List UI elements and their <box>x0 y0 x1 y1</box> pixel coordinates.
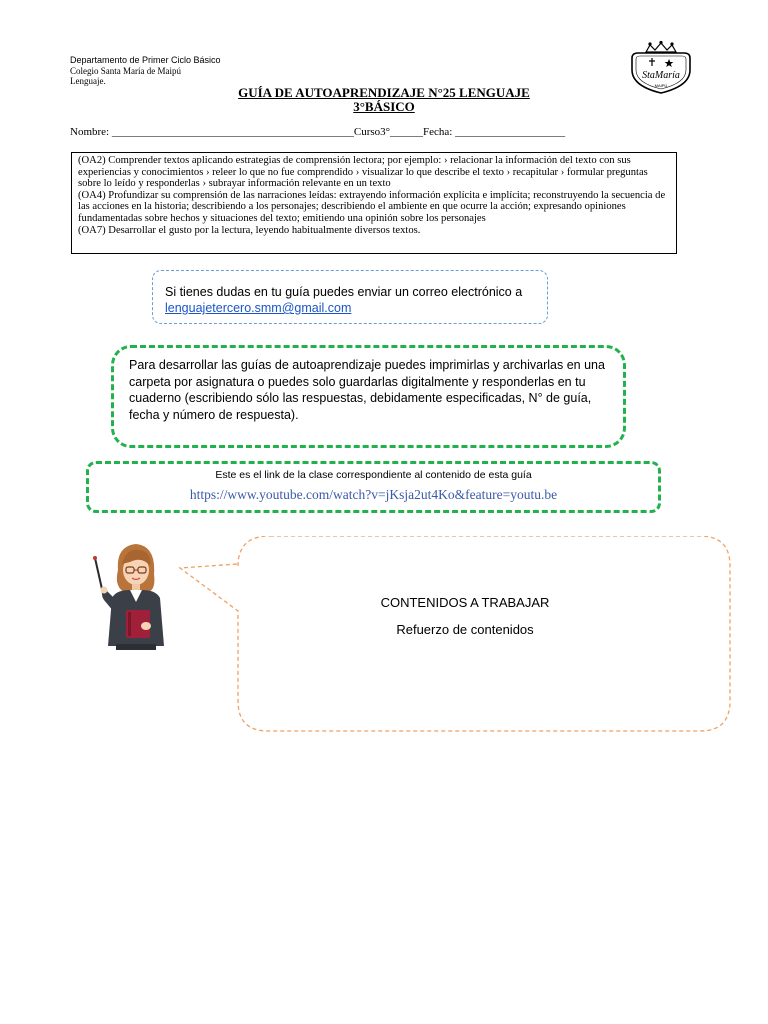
email-info-box <box>152 270 548 324</box>
department-label: Departamento de Primer Ciclo Básico <box>70 55 221 65</box>
contents-title: CONTENIDOS A TRABAJAR <box>380 595 550 610</box>
page-title: GUÍA DE AUTOAPRENDIZAJE N°25 LENGUAJE <box>238 85 530 100</box>
student-info-line: Nombre: ____________________________________________Curso3°______Fecha: ____________________ <box>70 126 566 138</box>
email-info-text: Si tienes dudas en tu guía puedes enviar un correo electrónico a <box>165 285 523 299</box>
logo-text: StaMaría <box>642 70 680 81</box>
objective-oa2: (OA2) Comprender textos aplicando estrategias de comprensión lectora; por ejemplo: › relacionar la información del texto con sus experiencias y conocimientos › releer lo que no fue comprendido › visualizar lo que describe el texto › recapitular › formular preguntas sobre lo leído y responderlas › subrayar información relevante en un texto <box>78 155 648 190</box>
instructions-box <box>111 345 626 448</box>
class-link-box <box>86 461 661 513</box>
objectives-box <box>71 152 677 254</box>
objective-oa4: (OA4) Profundizar su comprensión de las narraciones leídas: extrayendo información explícita e implícita; reconstruyendo la secuencia de las acciones en la historia; describiendo a los personajes; describiendo el ambiente en que ocurre la acción; expresando opiniones fundamentadas sobre hechos y situaciones del texto; emitiendo una opinión sobre los personajes <box>78 189 666 224</box>
class-link-caption: Este es el link de la clase correspondiente al contenido de esta guía <box>215 469 532 481</box>
school-label: Colegio Santa María de Maipú <box>70 66 181 76</box>
contents-subtitle: Refuerzo de contenidos <box>396 622 534 637</box>
class-video-link[interactable]: https://www.youtube.com/watch?v=jKsja2ut4Ko&feature=youtu.be <box>189 487 558 502</box>
instructions-text: Para desarrollar las guías de autoaprendizaje puedes imprimirlas y archivarlas en una carpeta por asignatura o puedes solo guardarlas digitalmente y responderlas en tu cuaderno (escribiendo sólo las respuestas, debidamente especificadas, N° de guía, fecha y número de respuesta). <box>129 358 605 422</box>
logo-subtext: MAIPÚ <box>654 83 668 88</box>
teacher-illustration-icon <box>90 540 180 652</box>
subject-label: Lenguaje. <box>70 76 106 86</box>
email-link[interactable]: lenguajetercero.smm@gmail.com <box>165 301 352 315</box>
page-subtitle: 3°BÁSICO <box>353 99 415 114</box>
objective-oa7: (OA7) Desarrollar el gusto por la lectura, leyendo habitualmente diversos textos. <box>78 224 421 236</box>
